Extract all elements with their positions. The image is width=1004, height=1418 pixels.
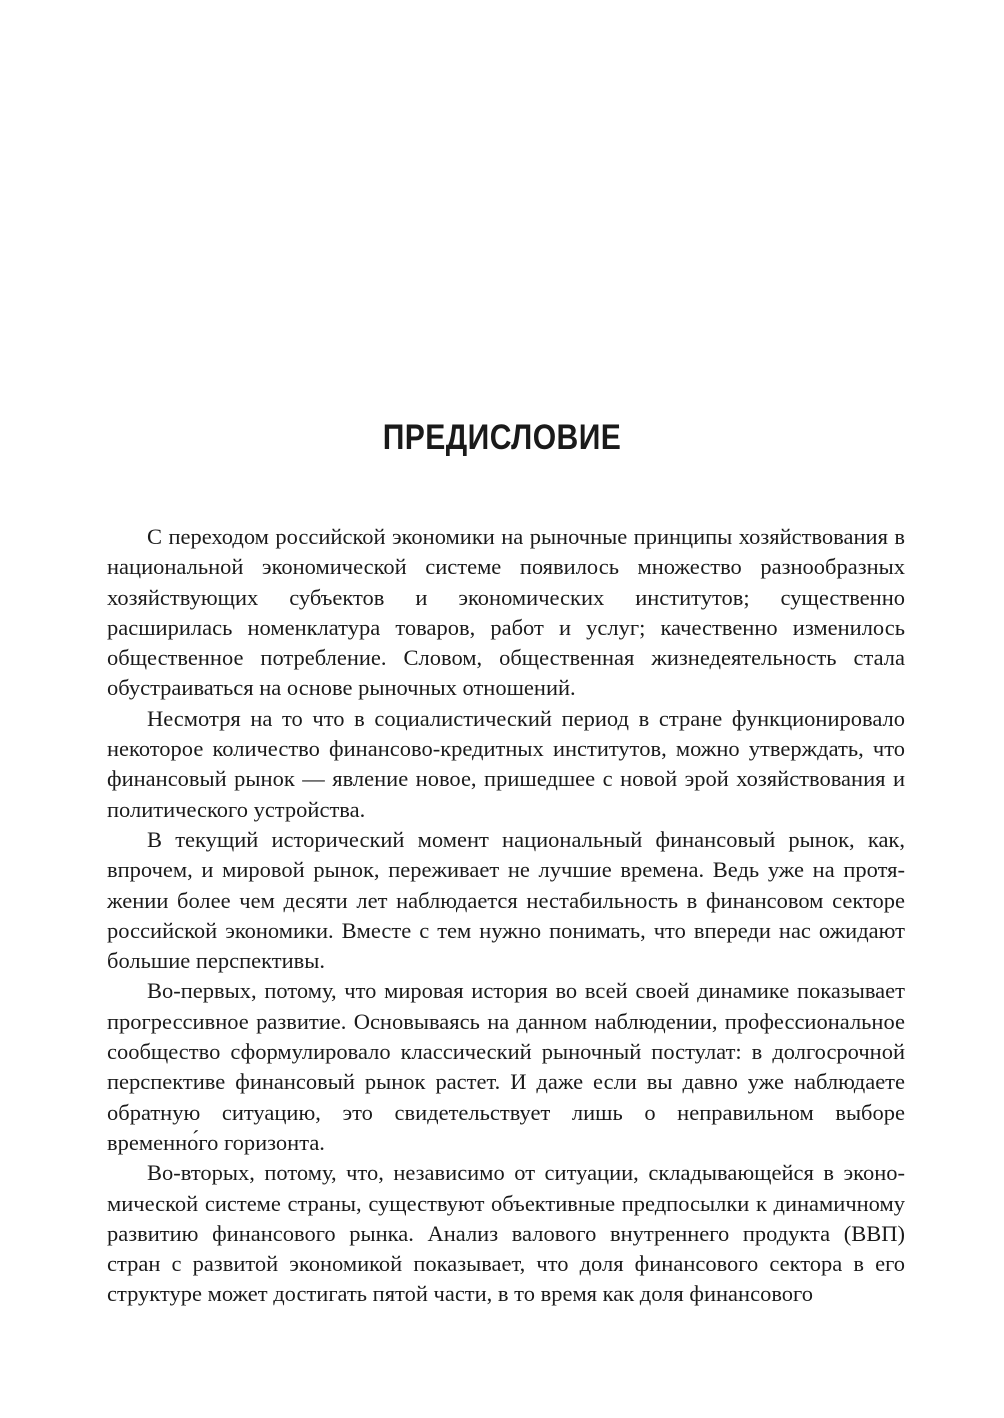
paragraph: В текущий исторический момент национальный финансовый рынок, как, впрочем, и мировой рынок, переживает не лучшие времена. Ведь уже на протяжении более чем десяти лет наблюдается нестабильность в финансовом секторе российской экономики. Вместе с тем нужно понимать, что впереди нас ожидают большие перспективы. [107,826,905,974]
paragraph: Во-вторых, потому, что, независимо от ситуации, складывающейся в экономической системе страны, существуют объективные предпосылки к динамичному развитию финансового рынка. Анализ валового внутреннего продукта (ВВП) стран с развитой экономикой показывает, что доля финансового сектора в его структуре может достигать пятой части, в то время как доля финансового [107,1160,905,1307]
body-text [107,522,905,1310]
paragraph: Несмотря на то что в социалистический период в стране функционировало некоторое количество финансово-кредитных институтов, можно утверждать, что финансовый рынок — явление новое, пришедшее с новой эрой хозяйствования и политического устройства. [107,705,905,822]
paragraph: Во-первых, потому, что мировая история во всей своей динамике показывает прогрессивное развитие. Основываясь на данном наблюдении, профессиональное сообщество сформулировало классический рыночный постулат: в долгосрочной перспективе финансовый рынок растет. И даже если вы давно уже наблюдаете обратную ситуацию, это свидетельствует лишь о неправильном выборе временно́го горизонта. [107,978,905,1155]
page-title: ПРЕДИСЛОВИЕ [382,418,622,457]
paragraph: С переходом российской экономики на рыночные принципы хозяйствования в национальной экономической системе появилось множество разнообразных хозяйствующих субъектов и экономических институтов; существенно расширилась номенклатура товаров, работ и услуг; качественно изменилось общественное потребление. Словом, общественная жизнедеятельность стала обустраиваться на основе рыночных отношений. [107,524,905,701]
